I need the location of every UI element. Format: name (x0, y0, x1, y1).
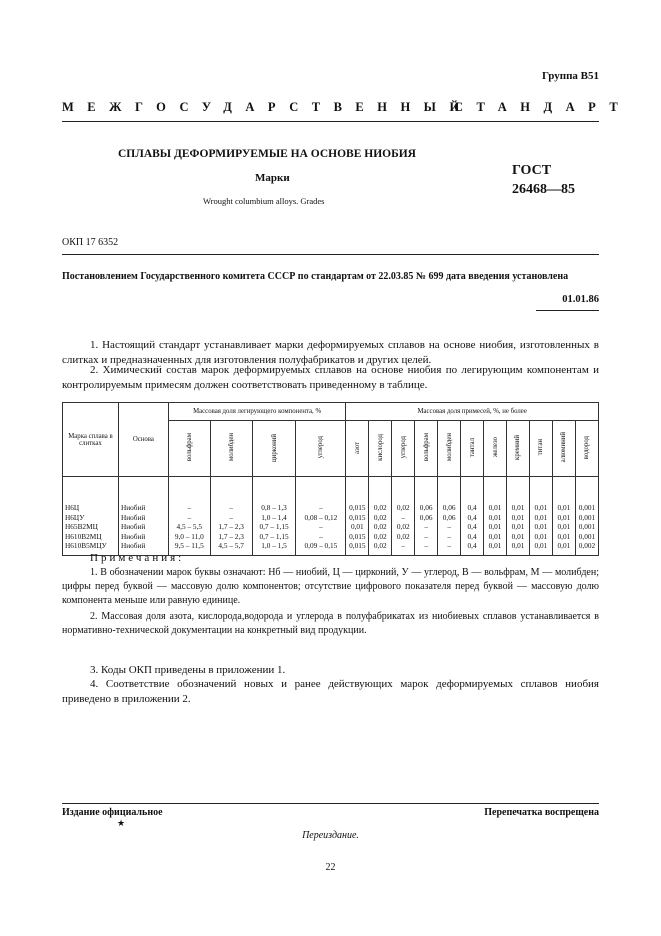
value-cell: – (210, 513, 252, 523)
header-interstate: МЕЖГОСУДАРСТВЕННЫЙ (62, 100, 473, 114)
value-cell: 0,015 (346, 477, 369, 513)
value-cell: 9,0 – 11,0 (168, 532, 210, 542)
value-cell: – (392, 541, 415, 555)
header-base: Основа (118, 403, 168, 477)
value-cell: 0,06 (415, 477, 438, 513)
value-cell: 0,02 (369, 522, 392, 532)
value-cell: 0,02 (369, 532, 392, 542)
base-cell: Ниобий (118, 513, 168, 523)
value-cell: 0,02 (392, 522, 415, 532)
value-cell: 0,06 (415, 513, 438, 523)
column-header-label: вольфрам (185, 433, 193, 462)
column-header-label: алюминий (560, 432, 568, 463)
value-cell: 0,01 (484, 522, 507, 532)
column-header (552, 421, 575, 477)
paragraph-3-text: 3. Коды ОКП приведены в приложении 1. (90, 664, 286, 676)
value-cell: 0,4 (461, 522, 484, 532)
value-cell: 9,5 – 11,5 (168, 541, 210, 555)
value-cell: 0,01 (529, 532, 552, 542)
value-cell: 4,5 – 5,7 (210, 541, 252, 555)
value-cell: 1,7 – 2,3 (210, 522, 252, 532)
value-cell: 0,015 (346, 541, 369, 555)
value-cell: 0,02 (369, 477, 392, 513)
column-header-label: углерод (317, 436, 325, 459)
column-header (529, 421, 552, 477)
value-cell: 0,02 (369, 541, 392, 555)
column-header-label: кремний (514, 435, 522, 460)
value-cell: 0,01 (529, 522, 552, 532)
value-cell: 0,01 (507, 532, 530, 542)
column-header (296, 421, 346, 477)
value-cell: 4,5 – 5,5 (168, 522, 210, 532)
value-cell: – (415, 522, 438, 532)
grade-cell: Н65В2МЦ (63, 522, 119, 532)
value-cell: 0,09 – 0,15 (296, 541, 346, 555)
table-row (63, 532, 599, 542)
value-cell: 0,08 – 0,12 (296, 513, 346, 523)
header-rule (62, 121, 599, 122)
header-grade: Марка сплава в слитках (63, 403, 119, 477)
value-cell: 0,001 (575, 477, 598, 513)
column-header-label: вольфрам (422, 433, 430, 462)
header-impurity-group: Массовая доля примесей, %, не более (346, 403, 599, 421)
value-cell: 0,001 (575, 522, 598, 532)
header-standard: СТАНДАРТ (454, 100, 632, 114)
value-cell: 0,01 (484, 541, 507, 555)
decree-text: Постановлением Государственного комитета СССР по стандартам от 22.03.85 № 699 дата введения установлена (62, 271, 569, 282)
value-cell: 0,01 (529, 541, 552, 555)
column-header (438, 421, 461, 477)
table-body (63, 477, 599, 556)
value-cell: 0,001 (575, 513, 598, 523)
notes-heading: Примечания: (90, 552, 185, 564)
value-cell: 0,01 (484, 477, 507, 513)
column-header-label: кислород (376, 434, 384, 461)
value-cell: 0,015 (346, 513, 369, 523)
paragraph-4 (62, 677, 599, 706)
column-header (507, 421, 530, 477)
introduction-date: 01.01.86 (562, 294, 599, 305)
table-row (63, 513, 599, 523)
column-header (252, 421, 296, 477)
value-cell: – (296, 522, 346, 532)
value-cell: – (210, 477, 252, 513)
footer-rule (62, 803, 599, 804)
column-header (415, 421, 438, 477)
paragraph-2 (62, 363, 599, 392)
paragraph-1-text: 1. Настоящий стандарт устанавливает марки деформируемых сплавов на основе ниобия, изготовленных в слитках и предназначенных для изготовления полуфабрикатов и других целей. (62, 339, 599, 366)
value-cell: – (438, 522, 461, 532)
value-cell: – (296, 532, 346, 542)
value-cell: 0,01 (484, 532, 507, 542)
value-cell: 0,01 (529, 513, 552, 523)
value-cell: 0,06 (438, 477, 461, 513)
base-cell: Ниобий (118, 541, 168, 555)
column-header (484, 421, 507, 477)
paragraph-2-text: 2. Химический состав марок деформируемых сплавов на основе ниобия по легирующим компонентам и контролируемым примесям должен соответствовать приведенному в таблице. (62, 364, 599, 391)
grade-cell: Н6ЦУ (63, 513, 119, 523)
value-cell: 0,01 (552, 532, 575, 542)
value-cell: 0,01 (507, 541, 530, 555)
value-cell: 0,4 (461, 532, 484, 542)
value-cell: – (415, 541, 438, 555)
page-number: 22 (325, 862, 336, 873)
value-cell: 0,4 (461, 513, 484, 523)
paragraph-4-text: 4. Соответствие обозначений новых и ранее действующих марок деформируемых сплавов ниобия приведено в приложении 2. (62, 678, 599, 705)
value-cell: – (168, 477, 210, 513)
section-rule (62, 254, 599, 255)
value-cell: 0,01 (552, 513, 575, 523)
value-cell: 0,01 (484, 513, 507, 523)
value-cell: 0,01 (346, 522, 369, 532)
column-header (575, 421, 598, 477)
document-title: СПЛАВЫ ДЕФОРМИРУЕМЫЕ НА ОСНОВЕ НИОБИЯ (118, 148, 416, 160)
group-code: Группа В51 (541, 70, 599, 82)
grade-cell: Н6Ц (63, 477, 119, 513)
value-cell: 0,01 (507, 477, 530, 513)
reissue-note: Переиздание. (302, 830, 359, 841)
note-1-text: 1. В обозначении марок буквы означают: Нб — ниобий, Ц — цирконий, У — углерод, В — вольфрам, М — молибден; цифры перед буквой — массовую долю компонентов; отсутствие цифрового показателя перед буквой — массовую долю компонента меньше или равную единице. (62, 567, 599, 606)
value-cell: 0,06 (438, 513, 461, 523)
column-header (168, 421, 210, 477)
value-cell: – (392, 513, 415, 523)
value-cell: 0,02 (392, 477, 415, 513)
value-cell: 0,015 (346, 532, 369, 542)
note-1 (62, 566, 599, 608)
value-cell: 0,7 – 1,15 (252, 522, 296, 532)
english-title: Wrought columbium alloys. Grades (203, 196, 325, 206)
star-icon: ★ (117, 818, 126, 828)
value-cell: 0,001 (575, 532, 598, 542)
value-cell: 0,01 (552, 522, 575, 532)
value-cell: – (168, 513, 210, 523)
note-2 (62, 610, 599, 638)
column-header-label: титан (537, 439, 545, 456)
value-cell: 0,01 (552, 541, 575, 555)
column-header-label: углерод (399, 436, 407, 459)
paragraph-3 (62, 663, 599, 678)
value-cell: – (438, 532, 461, 542)
value-cell: 0,02 (392, 532, 415, 542)
grade-cell: Н610В5МЦУ (63, 541, 119, 555)
column-header-label: железо (491, 437, 499, 458)
okp-code: ОКП 17 6352 (62, 237, 119, 248)
gost-number: 26468—85 (512, 182, 575, 197)
base-cell: Ниобий (118, 522, 168, 532)
value-cell: 1,0 – 1,4 (252, 513, 296, 523)
value-cell: 0,01 (529, 477, 552, 513)
value-cell: 0,4 (461, 477, 484, 513)
column-header-label: молибден (227, 433, 235, 462)
column-header (392, 421, 415, 477)
reprint-prohibited: Перепечатка воспрещена (484, 807, 599, 818)
document-subtitle: Марки (255, 172, 290, 184)
column-header-label: молибден (445, 433, 453, 462)
grade-cell: Н610В2МЦ (63, 532, 119, 542)
column-header (346, 421, 369, 477)
value-cell: 1,7 – 2,3 (210, 532, 252, 542)
column-header-label: водород (583, 435, 591, 460)
column-header-label: азот (353, 441, 361, 454)
column-header (461, 421, 484, 477)
value-cell: 0,7 – 1,15 (252, 532, 296, 542)
value-cell: 0,002 (575, 541, 598, 555)
column-header (210, 421, 252, 477)
gost-label: ГОСТ (512, 163, 552, 178)
value-cell: 0,4 (461, 541, 484, 555)
value-cell: 0,01 (507, 513, 530, 523)
base-cell: Ниобий (118, 477, 168, 513)
value-cell: – (415, 532, 438, 542)
value-cell: 0,01 (552, 477, 575, 513)
header-alloy-group: Массовая доля легирующего компонента, % (168, 403, 345, 421)
base-cell: Ниобий (118, 532, 168, 542)
column-header-label: цирконий (270, 433, 278, 462)
column-header (369, 421, 392, 477)
table-row (63, 477, 599, 513)
value-cell: 0,02 (369, 513, 392, 523)
official-edition: Издание официальное (62, 807, 163, 818)
date-underline (536, 310, 599, 311)
note-2-text: 2. Массовая доля азота, кислорода,водорода и углерода в полуфабрикатах из ниобиевых сплавов устанавливается в нормативно-технической документации на конкретный вид продукции. (62, 611, 599, 636)
composition-table (62, 402, 599, 556)
value-cell: – (296, 477, 346, 513)
value-cell: 0,8 – 1,3 (252, 477, 296, 513)
value-cell: 0,01 (507, 522, 530, 532)
column-header-label: тантал (468, 437, 476, 458)
value-cell: 1,0 – 1,5 (252, 541, 296, 555)
value-cell: – (438, 541, 461, 555)
table-row (63, 522, 599, 532)
